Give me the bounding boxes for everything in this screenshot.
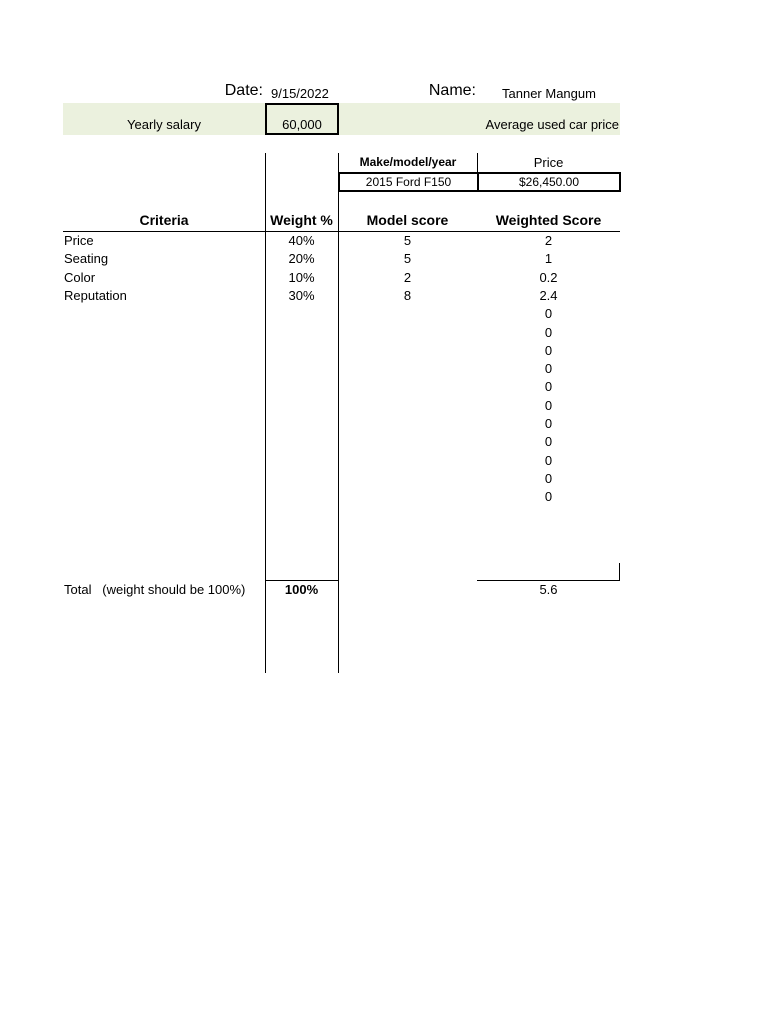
- make-model-value[interactable]: 2015 Ford F150: [365, 175, 452, 189]
- price-value[interactable]: $26,450.00: [518, 175, 580, 189]
- total-weighted-score: 5.6: [539, 582, 558, 597]
- row-weighted-score: 0: [544, 452, 553, 468]
- total-weight-line: [265, 580, 338, 581]
- total-weight: 100%: [284, 582, 319, 597]
- row-weighted-score: 0: [544, 416, 553, 431]
- row-weighted-score: 0: [544, 397, 553, 413]
- make-model-year-header: Make/model/year: [359, 155, 457, 169]
- row-weighted-score: 0: [544, 379, 553, 395]
- row-weighted-score: 0: [544, 470, 553, 486]
- row-weighted-score: 0: [544, 489, 553, 505]
- weighted-score-header: Weighted Score: [495, 212, 602, 228]
- name-label: Name:: [428, 82, 476, 99]
- criteria-header: Criteria: [139, 212, 189, 228]
- row-weight[interactable]: 30%: [288, 287, 315, 303]
- row-model-score[interactable]: 5: [403, 251, 412, 267]
- total-score-line: [477, 580, 620, 581]
- name-value[interactable]: Tanner Mangum: [502, 86, 596, 101]
- row-model-score[interactable]: 2: [403, 269, 412, 285]
- row-weighted-score: 0: [544, 306, 553, 322]
- weight-header: Weight %: [270, 212, 333, 228]
- price-header: Price: [533, 155, 564, 170]
- row-weighted-score: 0: [544, 324, 553, 340]
- total-right-tick: [619, 563, 620, 581]
- date-label: Date:: [224, 82, 263, 99]
- row-model-score[interactable]: 8: [403, 287, 412, 303]
- row-weighted-score: 2: [544, 233, 553, 248]
- row-model-score[interactable]: 5: [403, 233, 412, 248]
- avg-used-car-price-label: Average used car price: [485, 117, 619, 132]
- row-criteria[interactable]: Reputation: [64, 287, 127, 303]
- row-weighted-score: 0: [544, 434, 553, 450]
- row-weight[interactable]: 10%: [288, 269, 315, 285]
- row-weight[interactable]: 20%: [288, 251, 315, 267]
- yearly-salary-value[interactable]: 60,000: [282, 117, 322, 132]
- row-criteria[interactable]: Color: [64, 269, 96, 285]
- date-value[interactable]: 9/15/2022: [271, 86, 329, 101]
- row-criteria[interactable]: Price: [64, 233, 94, 248]
- yearly-salary-label: Yearly salary: [127, 117, 201, 132]
- row-weighted-score: 1: [544, 251, 553, 267]
- row-weighted-score: 0: [544, 342, 553, 358]
- header-underline: [63, 231, 620, 232]
- row-weight[interactable]: 40%: [288, 233, 315, 248]
- model-score-header: Model score: [366, 212, 449, 228]
- row-weighted-score: 2.4: [539, 287, 558, 303]
- total-label: Total (weight should be 100%): [64, 582, 246, 597]
- row-criteria[interactable]: Seating: [64, 251, 109, 267]
- row-weighted-score: 0.2: [539, 269, 558, 285]
- row-weighted-score: 0: [544, 361, 553, 377]
